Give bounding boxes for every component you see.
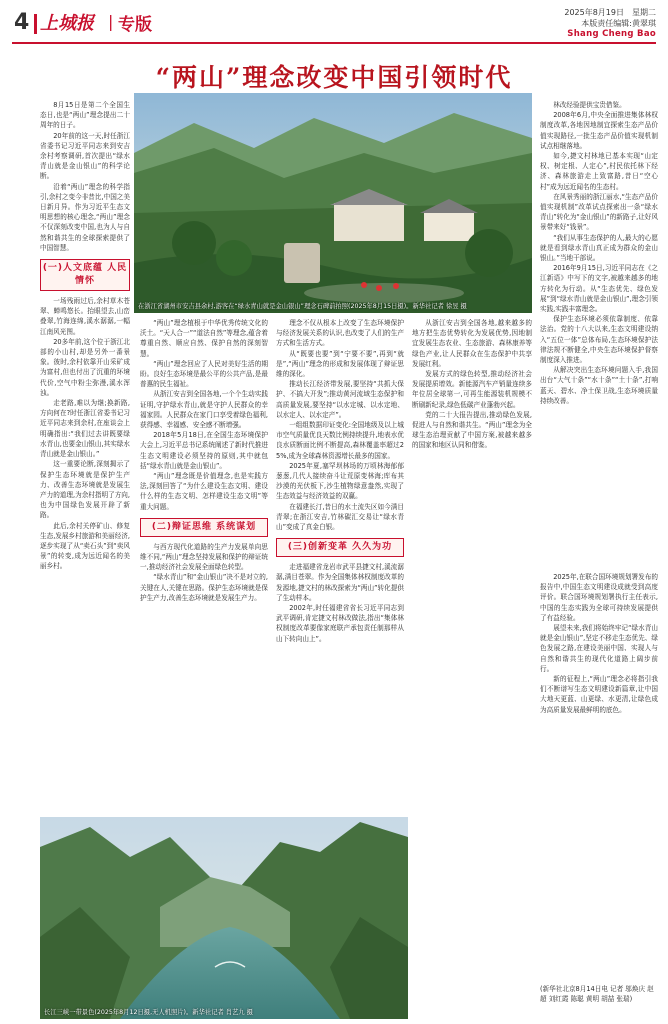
article-column-2a <box>140 318 268 813</box>
article-paragraph: 20年前的这一天,时任浙江省委书记习近平同志来到安吉余村考察调研,首次提出“绿水青山就是金山银山”的科学论断。 <box>40 131 130 181</box>
article-paragraph: 如今,捷文村林地已基本实现“山定权、树定根、人定心”,村民依托林下经济、森林旅游走上致富路,昔日“空心村”成为远近闻名的生态村。 <box>540 152 658 191</box>
masthead-divider <box>34 14 37 34</box>
article-paragraph: 从解决突出生态环境问题入手,我国出台“大气十条”“水十条”“土十条”,打响蓝天、碧水、净土保卫战,生态环境质量持续改善。 <box>540 366 658 405</box>
title-separator: | <box>108 12 114 31</box>
article-paragraph: “两山”理念回应了人民对美好生活的期盼。良好生态环境是最公平的公共产品,是最普惠的民生福祉。 <box>140 359 268 389</box>
mountain-village-photo-icon <box>134 93 532 313</box>
masthead-info <box>564 7 656 40</box>
article-paragraph: 一组组数据印证变化:全国地级及以上城市空气质量优良天数比例持续提升,地表水优良水质断面比例不断提高,森林覆盖率超过25%,成为全球森林资源增长最多的国家。 <box>276 421 404 460</box>
masthead <box>0 0 668 50</box>
article-paragraph: 2025年夏,塞罕坝林场的万顷林海郁郁葱葱,几代人接续奋斗让荒原变林海;库布其沙漠的光伏板下,沙生植物绿意盎然,实现了生态效益与经济效益的双赢。 <box>276 461 404 501</box>
masthead-rule <box>12 42 656 44</box>
page-headline: “两山”理念改变中国引领时代 <box>155 63 513 92</box>
bottom-photo-caption: 长江三峡一带景色(2025年8月12日摄,无人机照片)。新华社记者 肖艺九 摄 <box>44 1008 253 1016</box>
article-column-4 <box>540 100 658 570</box>
article-paragraph: 新的征程上,“两山”理念必将指引我们不断谱写生态文明建设新篇章,让中国大地天更蓝、山更绿、水更清,让绿色成为高质量发展最鲜明的底色。 <box>540 675 658 714</box>
article-paragraph: 2025年,在联合国环境规划署发布的报告中,中国生态文明建设成就受到高度评价。联合国环境规划署执行主任表示,中国的生态实践为全球可持续发展提供了有益经验。 <box>540 573 658 622</box>
article-paragraph: “两山”理念植根于中华优秀传统文化的沃土。“天人合一”“道法自然”等理念,蕴含着尊重自然、顺应自然、保护自然的深刻智慧。 <box>140 319 268 358</box>
section-name: 专版 <box>118 15 152 35</box>
article-column-1 <box>40 100 130 812</box>
article-paragraph: 20多年前,这个位于浙江北部的小山村,却是另外一番景象。彼时,余村依靠开山采矿成为富村,但也付出了沉重的环境代价,空气中粉尘弥漫,溪水浑浊。 <box>40 337 130 397</box>
article-paragraph: 理念不仅从根本上改变了生态环境保护与经济发展关系的认识,也改变了人们的生产方式和生活方式。 <box>276 319 404 348</box>
section-heading-1: (一)人文底蕴 人民情怀 <box>40 259 130 291</box>
article-paragraph: 从浙江安吉到全国各地,一个个生动实践证明,守护绿水青山,就是守护人民群众的幸福家园。人民群众在家门口享受着绿色福利,获得感、幸福感、安全感不断增强。 <box>140 390 268 430</box>
article-paragraph: 从浙江安吉到全国各地,越来越多的地方把生态优势转化为发展优势,因地制宜发展生态农业、生态旅游、森林康养等绿色产业,让人民群众在生态保护中共享发展红利。 <box>412 319 532 368</box>
article-column-3 <box>276 318 404 1018</box>
article-paragraph: “两山”理念既是价值理念,也是实践方法,深刻回答了“为什么建设生态文明、建设什么样的生态文明、怎样建设生态文明”等重大问题。 <box>140 472 268 511</box>
article-paragraph: 8月15日是第二个全国生态日,也是“两山”理念提出二十周年的日子。 <box>40 101 130 130</box>
date-line: 2025年8月19日 星期二 <box>564 8 656 17</box>
top-photo <box>134 93 532 313</box>
paper-name: 上城报 <box>40 13 94 34</box>
article-paragraph: 走老路,难以为继;换新路,方向何在?时任浙江省委书记习近平同志来到余村,在座谈会上明确指出:“我们过去讲既要绿水青山,也要金山银山,其实绿水青山就是金山银山。” <box>40 399 130 459</box>
article-column-6 <box>540 572 658 977</box>
article-paragraph: “我们从事生态保护的人,最大的心愿就是看到绿水青山真正成为群众的金山银山。”当地干部说。 <box>540 233 658 263</box>
article-paragraph: 发展方式的绿色转型,推动经济社会发展提质增效。新能源汽车产销量连续多年位居全球第一,可再生能源装机规模不断刷新纪录,绿色低碳产业蓬勃兴起。 <box>412 370 532 409</box>
article-paragraph: 一场残雨过后,余村草木苍翠、蝉鸣悠长。抬眼望去,山峦叠翠,竹海连绵,溪水潺潺,一幅江南风光图。 <box>40 297 130 336</box>
editor-line: 本版责任编辑:黄翠琪 <box>581 19 656 28</box>
page-number: 4 <box>14 10 30 35</box>
article-paragraph: 2002年,时任福建省省长习近平同志到武平调研,肯定捷文村林改做法,指出“集体林权制度改革要像家庭联产承包责任制那样从山下转向山上”。 <box>276 604 404 643</box>
article-paragraph: 沿着“两山”理念的科学指引,余村之变今非昔比,中国之美日新月异。作为习近平生态文明思想的核心理念,“两山”理念不仅深刻改变中国,也为人与自然和谐共生的全球探索提供了中国智慧。 <box>40 182 130 252</box>
english-name: Shang Cheng Bao <box>567 29 656 39</box>
article-paragraph: 党的二十大报告提出,推动绿色发展,促进人与自然和谐共生。“两山”理念为全球生态治理贡献了中国方案,被越来越多的国家和地区认同和借鉴。 <box>412 410 532 450</box>
article-paragraph: 这一重要论断,深刻揭示了保护生态环境就是保护生产力、改善生态环境就是发展生产力的道理,为余村指明了方向,也为中国绿色发展开辟了新路。 <box>40 460 130 520</box>
section-heading-2: (二)辩证思维 系统谋划 <box>140 518 268 537</box>
top-photo-caption: 在浙江省湖州市安吉县余村,游客在“绿水青山就是金山银山”理念石碑前拍照(2025年8月15日摄)。新华社记者 徐昱 摄 <box>138 302 467 310</box>
article-paragraph: 2008年6月,中央全面推进集体林权制度改革,各地因地制宜探索生态产品价值实现路径,一批生态产品价值实现机制试点相继落地。 <box>540 111 658 150</box>
article-paragraph: 林改经验提供宝贵借鉴。 <box>553 101 626 109</box>
article-paragraph: 此后,余村关停矿山、修复生态,发展乡村旅游和美丽经济,逐步实现了从“卖石头”到“卖风景”的转变,成为远近闻名的美丽乡村。 <box>40 521 130 571</box>
article-paragraph: 在风景秀丽的浙江丽水,“生态产品价值实现机制”改革试点探索出一条“绿水青山”转化为“金山银山”的新路子,让好风景带来好“钱景”。 <box>540 192 658 232</box>
article-paragraph: 2016年9月15日,习近平同志在《之江新语》中写下的文字,被越来越多的地方转化为行动。从“生态优先、绿色发展”到“绿水青山就是金山银山”,理念引领实践,实践丰富理念。 <box>540 264 658 314</box>
article-paragraph: 从“既要也要”到“宁要不要”,再到“就是”,“两山”理念的形成和发展体现了辩证思维的深化。 <box>276 349 404 379</box>
article-paragraph: 与西方现代化道路的生产力发展单向思维不同,“两山”理念坚持发展和保护的辩证统一,推动经济社会发展全面绿色转型。 <box>140 542 268 572</box>
byline-credit: (新华社北京8月14日电 记者 邬焕庆 赵超 刘红霞 陈聪 黄明 胡喆 张瑞) <box>540 985 654 1003</box>
article-paragraph: 保护生态环境必须依靠制度、依靠法治。党的十八大以来,生态文明建设纳入“五位一体”总体布局,生态环境保护法律法规不断健全,中央生态环境保护督察制度深入推进。 <box>540 315 658 365</box>
article-paragraph: 在福建长汀,昔日的水土流失区如今满目青翠;在浙江安吉,竹林碳汇交易让“绿水青山”变成了真金白银。 <box>276 502 404 532</box>
article-paragraph: 走进福建省龙岩市武平县捷文村,溪流潺潺,满目苍翠。作为全国集体林权制度改革的发源地,捷文村的林改探索为“两山”转化提供了生动样本。 <box>276 563 404 602</box>
article-paragraph: 展望未来,我们将始终牢记“绿水青山就是金山银山”,坚定不移走生态优先、绿色发展之路,在建设美丽中国、实现人与自然和谐共生的现代化道路上阔步前行。 <box>540 624 658 673</box>
article-paragraph: 2018年5月18日,在全国生态环境保护大会上,习近平总书记系统阐述了新时代推进生态文明建设必须坚持的原则,其中就包括“绿水青山就是金山银山”。 <box>140 431 268 470</box>
article-column-5 <box>412 318 532 813</box>
section-heading-3: (三)创新变革 久久为功 <box>276 538 404 557</box>
article-paragraph: “绿水青山”和“金山银山”决不是对立的,关键在人,关键在思路。保护生态环境就是保护生产力,改善生态环境就是发展生产力。 <box>140 573 268 602</box>
article-paragraph: 推动长江经济带发展,要坚持“共抓大保护、不搞大开发”;推动黄河流域生态保护和高质量发展,要坚持“以水定城、以水定地、以水定人、以水定产”。 <box>276 380 404 419</box>
